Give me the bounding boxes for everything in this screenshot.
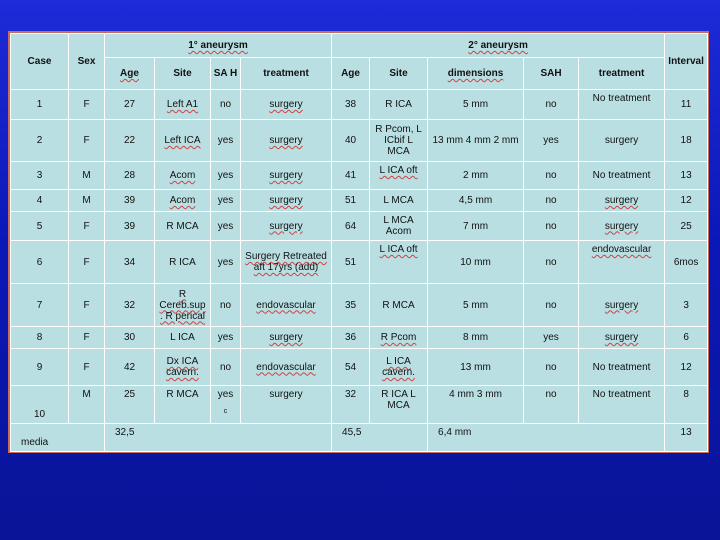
- age2-cell: 51: [332, 241, 370, 284]
- header-dimensions: [428, 58, 524, 90]
- sex-cell: F: [69, 284, 105, 327]
- table-row: [11, 190, 708, 212]
- site2-text: L ICA cavern.: [382, 356, 415, 378]
- median-row: [11, 424, 708, 452]
- treatment-cell: [241, 349, 332, 386]
- interval-cell: 12: [665, 190, 708, 212]
- age-cell: 42: [105, 349, 155, 386]
- header-second-aneurysm-text: 2° aneurysm: [468, 40, 528, 51]
- age-cell: 28: [105, 162, 155, 190]
- site2-cell: [370, 162, 428, 190]
- interval-cell: 25: [665, 212, 708, 241]
- treatment2-text: endovascular: [591, 244, 652, 255]
- header-first-aneurysm-text: 1° aneurysm: [188, 40, 248, 51]
- age2-cell: 35: [332, 284, 370, 327]
- treatment-cell: [241, 90, 332, 120]
- case-cell: 5: [11, 212, 69, 241]
- aneurysm-table: [10, 33, 708, 452]
- site2-cell: L MCA Acom: [370, 212, 428, 241]
- header-sah-2: SAH: [524, 58, 579, 90]
- site-cell: R MCA: [155, 386, 211, 424]
- treatment2-cell: No treatment: [579, 349, 665, 386]
- median-age-2: 45,5: [332, 424, 428, 452]
- treatment2-text: surgery: [604, 220, 639, 232]
- treatment-cell: [241, 241, 332, 284]
- site2-text: L ICA oft: [379, 244, 418, 255]
- median-age: 32,5: [105, 424, 332, 452]
- dimensions-cell: 8 mm: [428, 327, 524, 349]
- treatment2-cell: No treatment: [579, 90, 665, 120]
- treatment-text: surgery: [269, 135, 303, 146]
- treatment2-cell: [579, 327, 665, 349]
- treatment-cell: [241, 284, 332, 327]
- header-treatment: treatment: [241, 58, 332, 90]
- treatment-cell: [241, 120, 332, 162]
- header-site: Site: [155, 58, 211, 90]
- age2-cell: 64: [332, 212, 370, 241]
- case-cell: 1: [11, 90, 69, 120]
- treatment2-cell: [579, 284, 665, 327]
- sex-cell: F: [69, 120, 105, 162]
- table-frame: [8, 31, 709, 453]
- treatment2-text: surgery: [604, 299, 639, 311]
- dimensions-cell: 2 mm: [428, 162, 524, 190]
- treatment-text: surgery: [269, 332, 303, 343]
- sex-cell: F: [69, 90, 105, 120]
- sah-cell: yes: [211, 120, 241, 162]
- site-cell: [155, 284, 211, 327]
- table-row: [11, 241, 708, 284]
- treatment2-cell: [579, 190, 665, 212]
- header-treatment-2: treatment: [579, 58, 665, 90]
- sex-cell: M: [69, 162, 105, 190]
- site2-text: L ICA oft: [379, 165, 418, 176]
- treatment-text: surgery: [269, 99, 303, 110]
- site-text: Dx ICA cavern.: [166, 356, 199, 378]
- interval-cell: 8: [665, 386, 708, 424]
- sah2-cell: no: [524, 349, 579, 386]
- dimensions-cell: 13 mm 4 mm 2 mm: [428, 120, 524, 162]
- treatment2-text: surgery: [604, 332, 639, 343]
- interval-cell: 6: [665, 327, 708, 349]
- interval-cell: 18: [665, 120, 708, 162]
- site2-cell: R MCA: [370, 284, 428, 327]
- sah-cell: yes: [211, 190, 241, 212]
- site-cell: [155, 349, 211, 386]
- median-dimensions: 6,4 mm: [428, 424, 665, 452]
- treatment-text: surgery: [269, 170, 303, 181]
- treatment2-cell: surgery: [579, 120, 665, 162]
- table-row: [11, 120, 708, 162]
- site2-cell: [370, 349, 428, 386]
- age-cell: 25: [105, 386, 155, 424]
- sah2-cell: no: [524, 386, 579, 424]
- header-sex: Sex: [69, 34, 105, 90]
- sah-cell: yes: [211, 162, 241, 190]
- sah2-cell: yes: [524, 327, 579, 349]
- treatment-cell: [241, 162, 332, 190]
- interval-cell: 12: [665, 349, 708, 386]
- header-first-aneurysm: [105, 34, 332, 58]
- age-cell: 32: [105, 284, 155, 327]
- sex-cell: F: [69, 212, 105, 241]
- site-cell: [155, 162, 211, 190]
- dimensions-cell: 13 mm: [428, 349, 524, 386]
- site-cell: [155, 90, 211, 120]
- age2-cell: 32: [332, 386, 370, 424]
- site-text: Left ICA: [164, 135, 201, 146]
- header-second-aneurysm: [332, 34, 665, 58]
- site2-cell: R Pcom, L ICbif L MCA: [370, 120, 428, 162]
- site2-cell: [370, 241, 428, 284]
- site-cell: R ICA: [155, 241, 211, 284]
- treatment2-text: surgery: [604, 195, 639, 206]
- treatment-cell: [241, 327, 332, 349]
- dimensions-cell: 7 mm: [428, 212, 524, 241]
- dimensions-cell: 4 mm 3 mm: [428, 386, 524, 424]
- case-cell: 4: [11, 190, 69, 212]
- treatment-cell: surgery: [241, 386, 332, 424]
- dimensions-cell: 4,5 mm: [428, 190, 524, 212]
- site-cell: R MCA: [155, 212, 211, 241]
- site-text: Acom: [169, 170, 196, 181]
- dimensions-cell: 10 mm: [428, 241, 524, 284]
- site-cell: [155, 120, 211, 162]
- interval-cell: 11: [665, 90, 708, 120]
- header-dimensions-text: dimensions: [447, 68, 504, 79]
- header-age-2: Age: [332, 58, 370, 90]
- site2-cell: R ICA: [370, 90, 428, 120]
- header-interval: Interval: [665, 34, 708, 90]
- header-row-2: [11, 58, 708, 90]
- median-interval: 13: [665, 424, 708, 452]
- table-row: [11, 349, 708, 386]
- treatment-text: surgery: [269, 195, 303, 206]
- site-cell: [155, 190, 211, 212]
- treatment-cell: [241, 190, 332, 212]
- header-age: [105, 58, 155, 90]
- header-case: Case: [11, 34, 69, 90]
- age-cell: 27: [105, 90, 155, 120]
- sah2-cell: no: [524, 90, 579, 120]
- case-cell: 2: [11, 120, 69, 162]
- treatment-text: surgery: [269, 220, 303, 232]
- age-cell: 39: [105, 212, 155, 241]
- age-cell: 30: [105, 327, 155, 349]
- site2-cell: L MCA: [370, 190, 428, 212]
- sah2-cell: yes: [524, 120, 579, 162]
- sah-cell: yes: [211, 212, 241, 241]
- dimensions-cell: 5 mm: [428, 284, 524, 327]
- median-label: media: [11, 424, 105, 452]
- sex-cell: M: [69, 190, 105, 212]
- site-text: Acom: [169, 195, 196, 206]
- interval-cell: 3: [665, 284, 708, 327]
- sex-cell: F: [69, 349, 105, 386]
- sah-text: yes: [217, 389, 234, 400]
- case-cell: 8: [11, 327, 69, 349]
- sah-cell: [211, 386, 241, 424]
- table-row: [11, 284, 708, 327]
- age2-cell: 36: [332, 327, 370, 349]
- treatment2-cell: No treatment: [579, 386, 665, 424]
- sah-cell: no: [211, 90, 241, 120]
- sah2-cell: no: [524, 241, 579, 284]
- site2-cell: R ICA L MCA: [370, 386, 428, 424]
- table-row: [11, 212, 708, 241]
- treatment-text: endovascular: [256, 361, 316, 373]
- table-row: [11, 162, 708, 190]
- dimensions-cell: 5 mm: [428, 90, 524, 120]
- interval-cell: 6mos: [665, 241, 708, 284]
- case-cell: 7: [11, 284, 69, 327]
- site-cell: L ICA: [155, 327, 211, 349]
- sah-cell: no: [211, 284, 241, 327]
- sex-cell: F: [69, 327, 105, 349]
- age2-cell: 40: [332, 120, 370, 162]
- header-row-1: [11, 34, 708, 58]
- treatment2-cell: [579, 241, 665, 284]
- age-cell: 39: [105, 190, 155, 212]
- case-cell: 6: [11, 241, 69, 284]
- table-row: [11, 90, 708, 120]
- sah2-cell: no: [524, 284, 579, 327]
- treatment-text: Surgery Retreated aft 17yrs (add): [245, 251, 327, 273]
- age-cell: 34: [105, 241, 155, 284]
- interval-cell: 13: [665, 162, 708, 190]
- sah-cell: yes: [211, 327, 241, 349]
- header-site-2: Site: [370, 58, 428, 90]
- sah2-cell: no: [524, 162, 579, 190]
- sah2-cell: no: [524, 190, 579, 212]
- site-text: Left A1: [166, 99, 199, 110]
- age-cell: 22: [105, 120, 155, 162]
- age2-cell: 41: [332, 162, 370, 190]
- case-cell: 3: [11, 162, 69, 190]
- sex-cell: F: [69, 241, 105, 284]
- case-cell: 10: [11, 386, 69, 424]
- site-text: R Cereb.sup . R perical: [159, 288, 206, 322]
- age2-cell: 51: [332, 190, 370, 212]
- site2-cell: [370, 327, 428, 349]
- treatment-text: endovascular: [256, 299, 316, 311]
- sah-cell: yes: [211, 241, 241, 284]
- table-row: [11, 327, 708, 349]
- header-sah: SA H: [211, 58, 241, 90]
- age2-cell: 54: [332, 349, 370, 386]
- case-cell: 9: [11, 349, 69, 386]
- small-mark: c: [223, 408, 228, 415]
- sah2-cell: no: [524, 212, 579, 241]
- site2-text: R Pcom: [380, 332, 417, 343]
- treatment2-cell: [579, 212, 665, 241]
- treatment2-cell: No treatment: [579, 162, 665, 190]
- table-row: [11, 386, 708, 424]
- sex-cell: M: [69, 386, 105, 424]
- treatment-cell: [241, 212, 332, 241]
- header-age-text: Age: [120, 68, 139, 79]
- age2-cell: 38: [332, 90, 370, 120]
- sah-cell: no: [211, 349, 241, 386]
